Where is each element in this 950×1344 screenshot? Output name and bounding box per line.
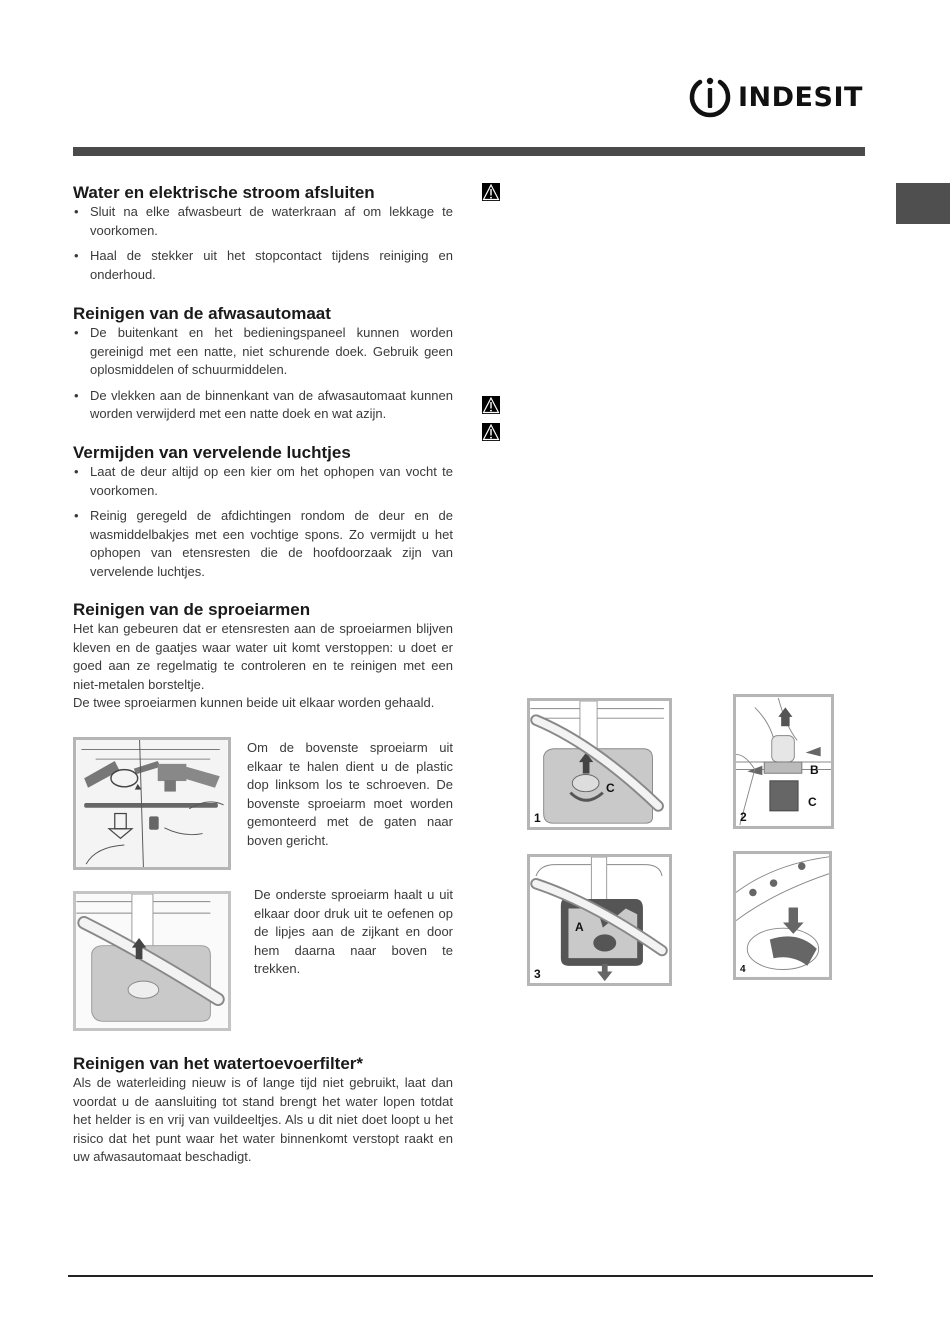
- figure-number: 3: [534, 967, 541, 981]
- section-cleaning: [73, 304, 453, 431]
- section-title: Reinigen van het watertoevoerfilter*: [73, 1054, 364, 1073]
- bullet-icon: •: [74, 325, 79, 340]
- part-label: A: [575, 920, 584, 934]
- bullet-icon: •: [74, 204, 79, 219]
- section-title: Water en elektrische stroom afsluiten: [73, 183, 375, 202]
- part-label: B: [810, 763, 819, 777]
- power-i-logo-icon: [688, 74, 732, 120]
- list-item: • Haal de stekker uit het stopcontact tijdens reiniging en onderhoud.: [74, 248, 453, 282]
- list-item: • De vlekken aan de binnenkant van de afwasautomaat kunnen worden verwijderd met een natte doek en wat azijn.: [74, 387, 453, 421]
- figure-number: 1: [534, 811, 541, 825]
- part-label: C: [606, 781, 615, 795]
- warning-icon: [482, 423, 500, 441]
- upper-spray-arm-drawing: [76, 740, 228, 867]
- upper-spray-arm-text: Om de bovenste sproeiarm uit elkaar te halen dient u de plastic dop linksom los te schroeven. De bovenste sproeiarm moet worden gemonteerd met de gaten naar boven gericht.: [247, 740, 453, 848]
- bullet-icon: •: [74, 248, 79, 263]
- language-tab: [896, 183, 950, 224]
- bullet-icon: •: [74, 387, 79, 403]
- header-bar: [73, 147, 865, 156]
- figure-number: 2: [740, 810, 747, 824]
- section-water-filter: [73, 1054, 453, 1167]
- figure-3: [527, 854, 672, 986]
- warning-icon: [482, 396, 500, 414]
- warning-icon: [482, 183, 500, 201]
- section-title: Reinigen van de afwasautomaat: [73, 304, 331, 323]
- section-title: Vermijden van vervelende luchtjes: [73, 443, 351, 462]
- bullet-icon: •: [74, 508, 79, 523]
- figure-1: [527, 698, 672, 830]
- filter-plate-drawing: [530, 857, 669, 983]
- filter-insert-drawing: [736, 854, 829, 977]
- footer-line: [68, 1275, 873, 1277]
- lower-spray-arm-illustration: [73, 891, 231, 1031]
- brand-name: INDESIT: [738, 81, 863, 113]
- section-title: Reinigen van de sproeiarmen: [73, 600, 311, 619]
- lower-spray-arm-drawing: [76, 894, 228, 1028]
- section-odours: [73, 443, 453, 588]
- list-item: • De buitenkant en het bedieningspaneel kunnen worden gereinigd met een natte, niet schurende doek. Gebruik geen oplosmiddelen of schuurmiddelen.: [74, 325, 453, 377]
- paragraph: Als de waterleiding nieuw is of lange tijd niet gebruikt, laat dan voordat u de aansluiting tot stand brengt het water lopen totdat het helder is en vrij van vuildeeltjes. Als u dit niet doet loopt u het risico dat het punt waar het water binnenkomt verstopt raakt en uw afwasautomaat beschadigt.: [73, 1075, 453, 1164]
- list-item: • Laat de deur altijd op een kier om het ophopen van vocht te voorkomen.: [74, 464, 453, 498]
- part-label: C: [808, 795, 817, 809]
- figure-4: [733, 851, 832, 980]
- list-item: • Reinig geregeld de afdichtingen rondom de deur en de wasmiddelbakjes met een vochtige spons. Zo vermijdt u het ophopen van etensresten die de hoofdoorzaak zijn van vervelende luchtjes.: [74, 508, 453, 579]
- figure-number: 4: [740, 964, 746, 975]
- lower-spray-arm-text: De onderste sproeiarm haalt u uit elkaar door druk uit te oefenen op de lipjes aan de zijkant en door hem daarna naar boven te trekken.: [254, 887, 453, 976]
- section-water-power: [73, 183, 453, 291]
- upper-spray-arm-illustration: [73, 737, 231, 870]
- filter-unscrew-drawing: [530, 701, 669, 827]
- indesit-logo: [688, 72, 866, 122]
- bullet-icon: •: [74, 464, 79, 479]
- section-spray-arms: [73, 600, 453, 713]
- paragraph: De twee sproeiarmen kunnen beide uit elkaar worden gehaald.: [73, 695, 435, 710]
- paragraph: Het kan gebeuren dat er etensresten aan de sproeiarmen blijven kleven en de gaatjes waar water uit komt verstoppen: u doet er goed aan ze regelmatig te controleren en te reinigen met een niet-metalen borsteltje.: [73, 621, 453, 692]
- list-item: • Sluit na elke afwasbeurt de waterkraan af om lekkage te voorkomen.: [74, 204, 453, 238]
- figure-2: [733, 694, 834, 829]
